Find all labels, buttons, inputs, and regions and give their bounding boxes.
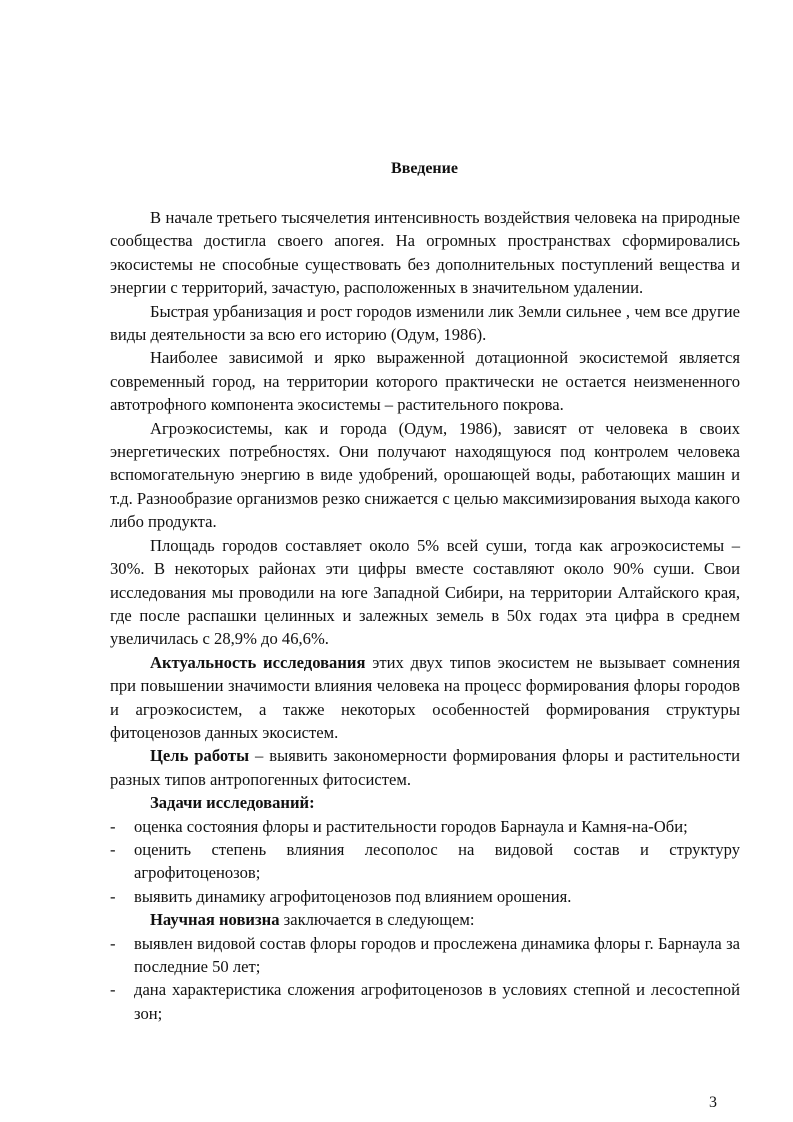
task-item-3 bbox=[110, 885, 740, 908]
list-marker: - bbox=[110, 933, 116, 953]
relevance-paragraph bbox=[110, 651, 740, 745]
page-number: 3 bbox=[709, 1094, 717, 1111]
tasks-heading bbox=[110, 791, 740, 814]
task-item-3-text: выявить динамику агрофитоценозов под влиянием орошения. bbox=[134, 886, 572, 906]
task-item-1 bbox=[110, 815, 740, 838]
relevance-label: Актуальность исследования bbox=[150, 652, 366, 672]
list-marker: - bbox=[110, 816, 116, 836]
goal-text: – выявить закономерности формирования флоры и растительности разных типов антропогенных фитосистем. bbox=[110, 746, 740, 789]
paragraph-2: Быстрая урбанизация и рост городов изменили лик Земли сильнее , чем все другие виды деятельности за всю его историю (Одум, 1986). bbox=[110, 301, 740, 345]
paragraph-1: В начале третьего тысячелетия интенсивность воздействия человека на природные сообщества достигла своего апогея. На огромных пространствах сформировались экосистемы не способные существовать без дополнительных поступлений вещества и энергии с территорий, зачастую, расположенных в значительном удалении. bbox=[110, 208, 740, 298]
novelty-text: заключается в следующем: bbox=[279, 910, 475, 930]
task-item-2 bbox=[110, 838, 740, 885]
novelty-paragraph bbox=[110, 908, 740, 931]
section-heading: Введение bbox=[391, 160, 458, 177]
novelty-item-2 bbox=[110, 978, 740, 1025]
paragraph-4: Агроэкосистемы, как и города (Одум, 1986), зависят от человека в своих энергетических потребностях. Они получают находящуюся под контролем человека вспомогательную энергию в виде удобрений, орошающей воды, работающих машин и т.д. Разнообразие организмов резко снижается с целью максимизирования выхода какого либо продукта. bbox=[110, 418, 740, 532]
novelty-item-1-text: выявлен видовой состав флоры городов и прослежена динамика флоры г. Барнаула за последние 50 лет; bbox=[134, 933, 740, 976]
relevance-text: этих двух типов экосистем не вызывает сомнения при повышении значимости влияния человека на процесс формирования флоры городов и агроэкосистем, а также некоторых особенностей формирования структуры фитоценозов данных экосистем. bbox=[110, 652, 740, 742]
novelty-item-1 bbox=[110, 932, 740, 979]
list-marker: - bbox=[110, 839, 116, 859]
novelty-label: Научная новизна bbox=[150, 910, 280, 930]
body-text bbox=[110, 206, 740, 1025]
list-marker: - bbox=[110, 886, 116, 906]
task-item-1-text: оценка состояния флоры и растительности городов Барнаула и Камня-на-Оби; bbox=[134, 816, 688, 836]
goal-paragraph bbox=[110, 744, 740, 791]
paragraph-5: Площадь городов составляет около 5% всей суши, тогда как агроэкосистемы – 30%. В некоторых районах эти цифры вместе составляют около 90% суши. Свои исследования мы проводили на юге Западной Сибири, на территории Алтайского края, где после распашки целинных и залежных земель в 50х годах эта цифра в среднем увеличилась с 28,9% до 46,6%. bbox=[110, 535, 740, 649]
list-marker: - bbox=[110, 980, 116, 1000]
paragraph-3: Наиболее зависимой и ярко выраженной дотационной экосистемой является современный город, на территории которого практически не остается неизмененного автотрофного компонента экосистемы – растительного покрова. bbox=[110, 348, 740, 415]
goal-label: Цель работы bbox=[150, 746, 250, 766]
task-item-2-text: оценить степень влияния лесополос на видовой состав и структуру агрофитоценозов; bbox=[134, 839, 740, 883]
novelty-item-2-text: дана характеристика сложения агрофитоценозов в условиях степной и лесостепной зон; bbox=[134, 980, 740, 1023]
tasks-label: Задачи исследований: bbox=[150, 793, 315, 813]
